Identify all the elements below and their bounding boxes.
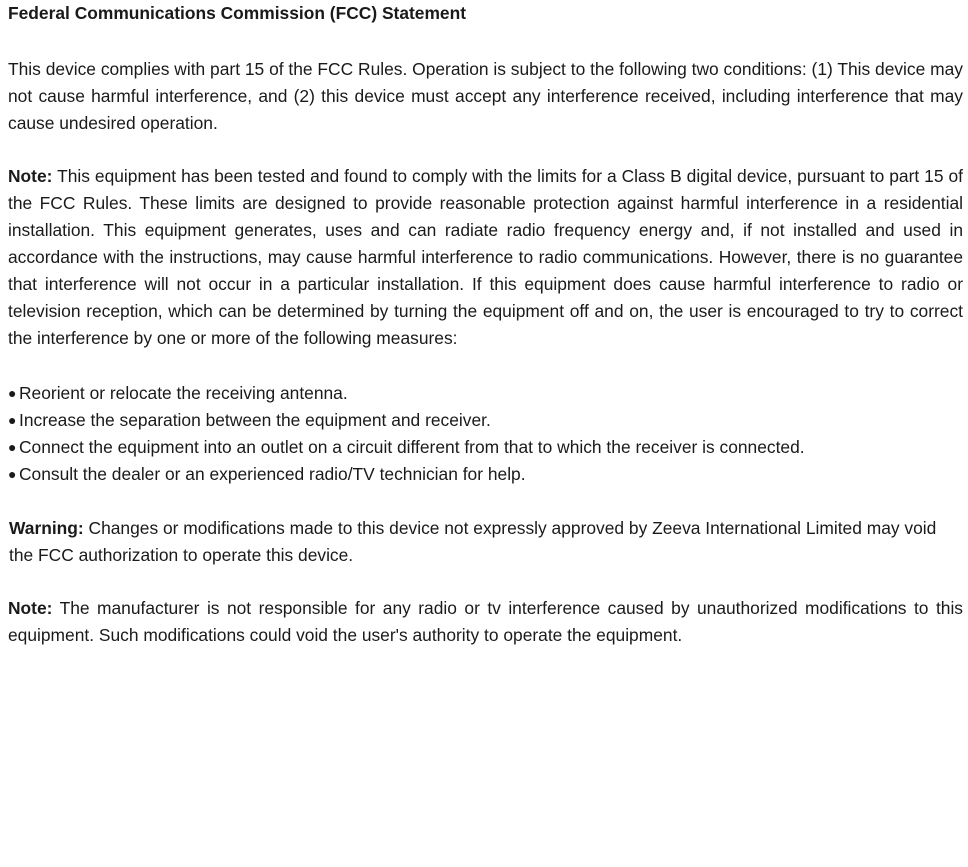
list-item: ● Connect the equipment into an outlet on a circuit different from that to which the receiver is connected. <box>8 434 963 461</box>
document-title: Federal Communications Commission (FCC) Statement <box>8 3 467 23</box>
list-item: ● Reorient or relocate the receiving antenna. <box>8 380 963 407</box>
warning-paragraph <box>8 515 949 569</box>
list-item: ● Increase the separation between the equipment and receiver. <box>8 407 963 434</box>
note-label: Note: <box>8 166 53 186</box>
note-text: This equipment has been tested and found to comply with the limits for a Class B digital device, pursuant to part 15 of the FCC Rules. These limits are designed to provide reasonable protection against harmful interference in a residential installation. This equipment generates, uses and can radiate radio frequency energy and, if not installed and used in accordance with the instructions, may cause harmful interference to radio communications. However, there is no guarantee that interference will not occur in a particular installation. If this equipment does cause harmful interference to radio or television reception, which can be determined by turning the equipment off and on, the user is encouraged to try to correct the interference by one or more of the following measures: <box>8 166 963 348</box>
measures-list <box>8 380 963 488</box>
manufacturer-note-text: The manufacturer is not responsible for any radio or tv interference caused by unauthorized modifications to this equipment. Such modifications could void the user's authority to operate the equipment. <box>8 598 963 645</box>
bullet-icon: ● <box>8 412 17 428</box>
list-item: ● Consult the dealer or an experienced radio/TV technician for help. <box>8 461 963 488</box>
document-page <box>8 0 963 649</box>
compliance-paragraph: This device complies with part 15 of the FCC Rules. Operation is subject to the following two conditions: (1) This device may not cause harmful interference, and (2) this device must accept any interference received, including interference that may cause undesired operation. <box>8 59 963 133</box>
warning-label: Warning: <box>9 518 84 538</box>
note-paragraph <box>8 163 963 352</box>
bullet-icon: ● <box>8 439 17 455</box>
bullet-icon: ● <box>8 466 17 482</box>
warning-text: Changes or modifications made to this device not expressly approved by Zeeva International Limited may void the FCC authorization to operate this device. <box>9 518 937 565</box>
bullet-icon: ● <box>8 385 17 401</box>
manufacturer-note-paragraph <box>8 595 963 649</box>
manufacturer-note-label: Note: <box>8 598 53 618</box>
